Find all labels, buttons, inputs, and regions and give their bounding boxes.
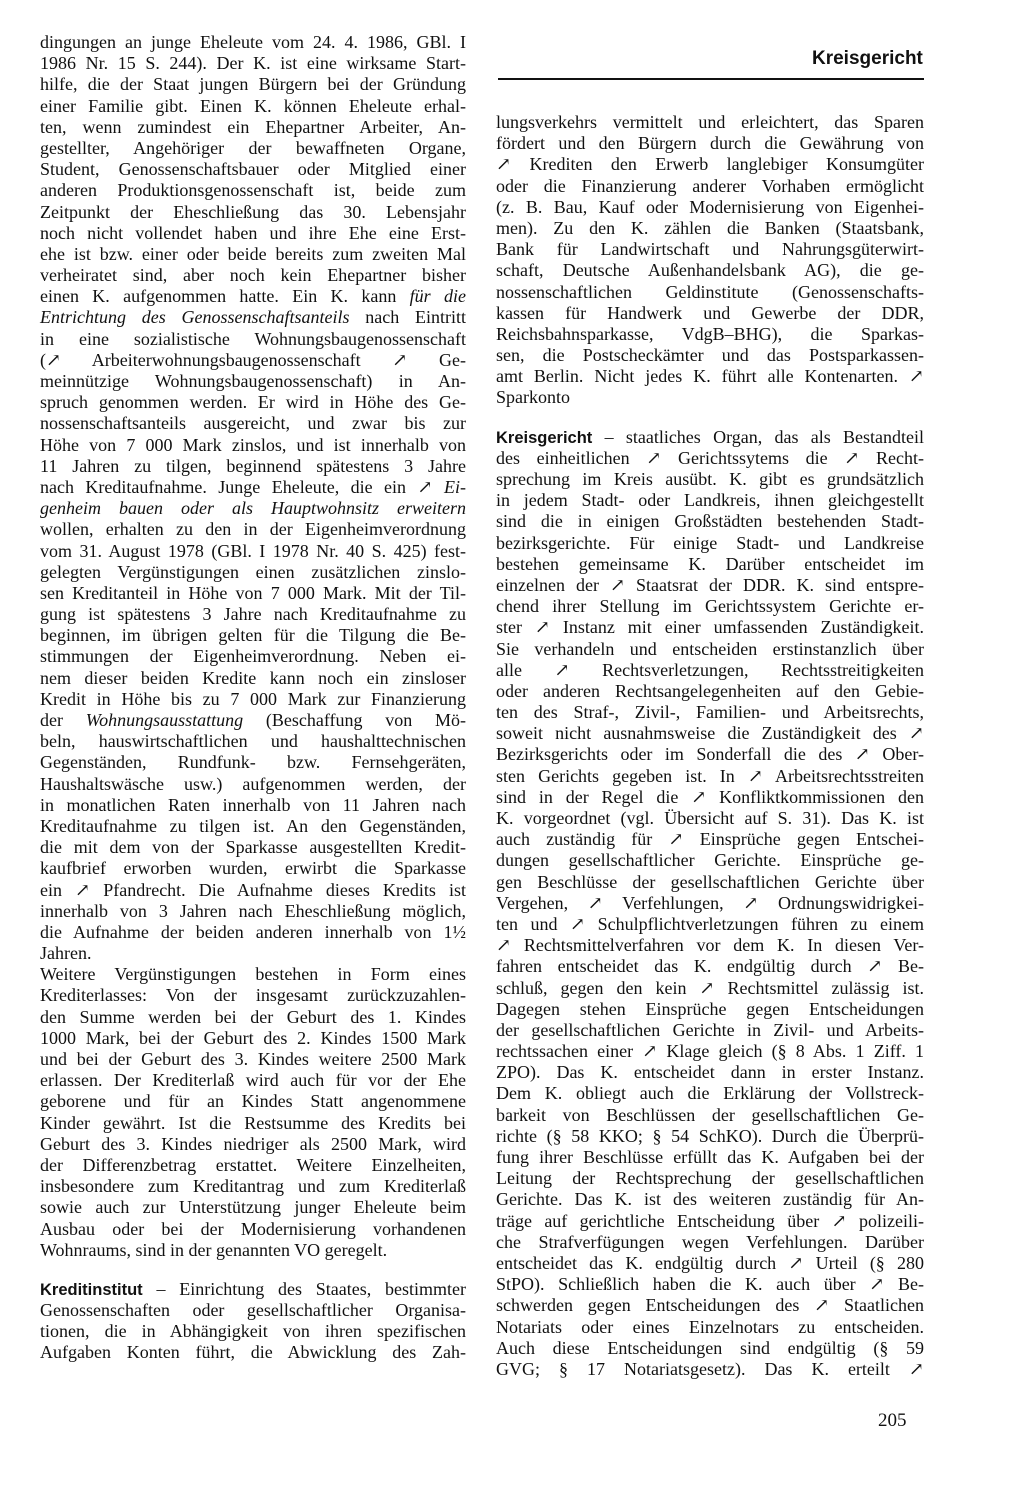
line-text: sen Kreditanteil in Höhe von 7 000 Mark. Mit der Til- (40, 582, 466, 603)
line-text: Vergehen, ↗ Verfehlungen, ↗ Ordnungswidrigkei- (496, 892, 924, 913)
italic-text: Entrichtung des Genossenschaftsanteils (40, 307, 350, 328)
line-text: nossenschaftlichen Geldinstitute (Genossenschafts- (496, 281, 924, 302)
line-text: Kinder gewährt. Ist die Restsumme des Kredits bei (40, 1112, 466, 1133)
text-line (40, 625, 466, 646)
text-line (496, 1189, 924, 1210)
text-line (496, 617, 924, 638)
line-text: oder anderen Rechtsangelegenheiten auf den Gebie- (496, 680, 924, 701)
text-line (496, 345, 924, 366)
text-line (40, 1279, 466, 1300)
text-line (40, 371, 466, 392)
entry-term: Kreditinstitut (40, 1280, 143, 1299)
italic-text: für die (409, 286, 466, 307)
text-line (496, 1295, 924, 1316)
text-line (496, 218, 924, 239)
line-text: alle ↗ Rechtsverletzungen, Rechtsstreitigkeiten (496, 659, 924, 680)
line-text: auch zuständig für ↗ Einsprüche gegen Entschei- (496, 829, 924, 850)
text-line (40, 1321, 466, 1342)
line-text: Sie verhandeln und entscheiden erstinstanzlich über (496, 638, 924, 659)
line-text: Genossenschaften oder gesellschaftlicher Organisa- (40, 1300, 466, 1321)
text-line (496, 176, 924, 197)
line-text: sowie auch zur Unterstützung junger Eheleute beim (40, 1197, 466, 1218)
text-line (496, 1126, 924, 1147)
text-line (496, 766, 924, 787)
line-text: der gesellschaftlichen Gerichte in Zivil- und Arbeits- (496, 1019, 924, 1040)
line-text: fördert und den Bürgern durch die Gewährung von (496, 133, 924, 154)
text-line (496, 829, 924, 850)
text-line (496, 999, 924, 1020)
text-line (496, 744, 924, 765)
text-line (40, 244, 466, 265)
line-text: sprechung im Kreis ausübt. K. gibt es grundsätzlich (496, 469, 924, 489)
text-line (496, 1041, 924, 1062)
text-line (40, 53, 466, 74)
italic-text: Ei- (444, 476, 466, 497)
text-line (40, 202, 466, 223)
line-text: ster ↗ Instanz mit einer umfassenden Zuständigkeit. (496, 617, 924, 638)
text-line (40, 901, 466, 922)
line-text: Gerichte. Das K. ist des weiteren zuständig für An- (496, 1189, 924, 1210)
line-text: Kredit in Höhe bis zu 7 000 Mark zur Finanzierung (40, 688, 466, 709)
line-text: anderen Produktionsgenossenschaft ist, beide zum (40, 180, 466, 201)
text-line (496, 112, 924, 133)
text-line (40, 922, 466, 943)
left-column (40, 32, 466, 1364)
line-text: bestehen gemeinsame K. Darüber entscheidet im (496, 553, 924, 574)
line-text: vom 31. August 1978 (GBl. I 1978 Nr. 40 S. 425) fest- (40, 540, 466, 561)
line-text: des einheitlichen ↗ Gerichtssytems die ↗ Recht- (496, 447, 924, 468)
line-text: Weitere Vergünstigungen bestehen in Form eines (40, 964, 466, 985)
line-text: einer Familie gibt. Einen K. können Eheleute erhal- (40, 95, 466, 116)
text-line (40, 541, 466, 562)
line-text: Gegenständen, Rundfunk- bzw. Fernsehgeräten, (40, 752, 466, 773)
text-line (496, 1105, 924, 1126)
text-line (40, 1219, 466, 1240)
line-text: tionen, die in Abhängigkeit von ihren spezifischen (40, 1321, 466, 1342)
line-text: Haushaltswäsche usw.) aufgenommen werden, der (40, 773, 466, 794)
line-text: Ausbau oder bei der Modernisierung vorhandenen (40, 1218, 466, 1239)
line-text: Auch diese Entscheidungen sind endgültig (§ 59 (496, 1337, 924, 1358)
line-text: Jahren. (40, 943, 92, 964)
page-header-title: Kreisgericht (812, 48, 923, 69)
text-line (40, 943, 466, 964)
line-text: die mit dem von der Sparkasse ausgestellten Kredit- (40, 837, 466, 858)
line-text: men). Zu den K. zählen die Banken (Staatsbank, (496, 217, 924, 238)
line-text: nossenschaftsanteils ausgereicht, und zwar bis zur (40, 413, 466, 434)
italic-text: Wohnungsausstattung (85, 710, 244, 730)
line-text: nach Eintritt (365, 307, 466, 328)
text-line (496, 533, 924, 554)
text-line (496, 660, 924, 681)
line-text: Höhe von 7 000 Mark zinslos, und ist innerhalb von (40, 434, 466, 455)
text-line (40, 985, 466, 1006)
text-line (40, 1028, 466, 1049)
text-line (496, 1359, 924, 1380)
text-line (40, 562, 466, 583)
text-line (40, 646, 466, 667)
text-line (40, 265, 466, 286)
line-text: erlassen. Der Krediterlaß wird auch für vor der Ehe (40, 1070, 466, 1091)
line-text: Kreditaufnahme zu tilgen ist. An den Gegenständen, (40, 815, 466, 836)
line-text: ein ↗ Pfandrecht. Die Aufnahme dieses Kredits ist (40, 879, 466, 900)
text-line (40, 519, 466, 540)
text-line (496, 1168, 924, 1189)
line-text: in eine sozialistische Wohnungsbaugenossenschaft (40, 328, 466, 349)
italic-text: genheim bauen oder als Hauptwohnsitz erweitern (40, 498, 466, 519)
text-line (496, 133, 924, 154)
text-line (40, 689, 466, 710)
text-line (40, 456, 466, 477)
text-line (40, 1091, 466, 1112)
line-text: ehe ist bzw. einer oder beide bereits zum zweiten Mal (40, 243, 466, 264)
line-text: kaufbrief erworben wurden, erwirbt die Sparkasse (40, 858, 466, 879)
line-text: ten, wenn zumindest ein Ehepartner Arbeiter, An- (40, 116, 466, 137)
line-text: und bei der Geburt des 3. Kindes weitere 2500 Mark (40, 1049, 466, 1069)
text-line (496, 387, 924, 408)
line-text: Dagegen stehen Einsprüche gegen Entscheidungen (496, 998, 924, 1019)
line-text: schaft, Deutsche Außenhandelsbank AG), die ge- (496, 260, 924, 281)
text-line (496, 511, 924, 532)
line-text: StPO). Schließlich haben die K. auch über ↗ Be- (496, 1274, 924, 1295)
line-text: dungen gesellschaftlicher Gerichte. Einsprüche ge- (496, 850, 924, 871)
line-text: Krediterlasses: Von der insgesamt zurückzuzahlen- (40, 985, 466, 1006)
text-line (40, 350, 466, 371)
line-text: nem dieser beiden Kredite kann noch ein zinsloser (40, 667, 466, 688)
right-column (496, 112, 924, 1380)
text-line (40, 1113, 466, 1134)
line-text: ↗ Krediten den Erwerb langlebiger Konsumgüter (496, 154, 924, 175)
line-text: Sparkonto (496, 387, 570, 408)
line-text: verheiratet sind, aber noch kein Ehepartner bisher (40, 265, 466, 286)
line-text: fahren entscheidet das K. endgültig durch ↗ Be- (496, 956, 924, 977)
text-line (40, 964, 466, 985)
text-line (40, 74, 466, 95)
text-line (496, 154, 924, 175)
header-rule (498, 78, 924, 80)
entry-term: Kreisgericht (496, 428, 593, 447)
line-text: nach Kreditaufnahme. Junge Eheleute, die ein ↗ (40, 476, 433, 497)
line-text: Leitung der Rechtsprechung der gesellschaftlichen (496, 1168, 924, 1189)
text-line (496, 448, 924, 469)
text-line (496, 596, 924, 617)
line-text: ZPO). Das K. entscheidet dann in erster Instanz. (496, 1062, 924, 1083)
line-text: (z. B. Bau, Kauf oder Modernisierung von Eigenhei- (496, 196, 924, 217)
text-line (496, 427, 924, 448)
text-line (40, 138, 466, 159)
line-text: die Aufnahme der beiden anderen innerhalb von 1½ (40, 921, 466, 942)
line-text: meinnützige Wohnungsbaugenossenschaft) in An- (40, 371, 466, 391)
line-text: che Strafverfügungen wegen Verfehlungen. Darüber (496, 1231, 924, 1252)
line-text: Zeitpunkt der Eheschließung das 30. Lebensjahr (40, 201, 466, 222)
line-text: sind die in einigen Großstädten bestehenden Stadt- (496, 511, 924, 532)
page-number: 205 (878, 1410, 907, 1431)
text-line (40, 1070, 466, 1091)
line-text: – staatliches Organ, das als Bestandteil (592, 426, 924, 447)
line-text: Bank für Landwirtschaft und Nahrungsgüterwirt- (496, 239, 924, 260)
text-line (40, 795, 466, 816)
line-text: – Einrichtung des Staates, bestimmter (142, 1278, 466, 1299)
line-text: Bezirksgerichts oder im Sonderfall die des ↗ Ober- (496, 744, 924, 765)
line-text: 11 Jahren zu tilgen, beginnend spätestens 3 Jahre (40, 455, 466, 476)
text-line (40, 858, 466, 879)
text-line (40, 1134, 466, 1155)
line-text: der Differenzbetrag erstattet. Weitere Einzelheiten, (40, 1154, 466, 1175)
text-line (496, 935, 924, 956)
text-line (40, 435, 466, 456)
line-text: bezirksgerichte. Für einige Stadt- und Landkreise (496, 532, 924, 553)
line-text: amt Berlin. Nicht jedes K. führt alle Kontenarten. ↗ (496, 366, 924, 387)
text-line (496, 1211, 924, 1232)
text-line (40, 1049, 466, 1070)
paragraph-gap (40, 1261, 466, 1279)
text-line (40, 1240, 466, 1261)
line-text: sen, die Postscheckämter und das Postsparkassen- (496, 345, 924, 366)
line-text: chend ihrer Stellung im Gerichtssystem Gerichte er- (496, 596, 924, 617)
text-line (40, 413, 466, 434)
text-line (496, 1147, 924, 1168)
text-line (496, 1083, 924, 1104)
line-text: Aufgaben Konten führt, die Abwicklung des Zah- (40, 1342, 466, 1363)
line-text: richte (§ 58 KKO; § 54 SchKO). Durch die Überprü- (496, 1125, 924, 1146)
text-line (40, 604, 466, 625)
text-line (496, 872, 924, 893)
text-line (40, 1300, 466, 1321)
line-text: träge auf gerichtliche Entscheidung über ↗ polizeili- (496, 1210, 924, 1231)
text-line (496, 1274, 924, 1295)
line-text: (Beschaffung von Mö- (265, 710, 467, 730)
line-text: 1000 Mark, bei der Geburt des 2. Kindes 1500 Mark (40, 1027, 466, 1048)
line-text: gung ist spätestens 3 Jahre nach Kreditaufnahme zu (40, 604, 466, 625)
line-text: beginnen, im übrigen gelten für die Tilgung die Be- (40, 625, 466, 646)
line-text: sten Gerichts gegeben ist. In ↗ Arbeitsrechtsstreiten (496, 765, 924, 786)
line-text: in jedem Stadt- oder Landkreis, ihnen gleichgestellt (496, 490, 924, 511)
line-text: (↗ Arbeiterwohnungsbaugenossenschaft ↗ Ge- (40, 349, 466, 370)
text-line (496, 639, 924, 660)
text-line (40, 816, 466, 837)
text-line (40, 117, 466, 138)
text-line (496, 469, 924, 490)
text-line (40, 392, 466, 413)
text-line (496, 850, 924, 871)
text-line (496, 324, 924, 345)
line-text: den Summe werden bei der Geburt des 1. Kindes (40, 1006, 466, 1027)
line-text: hilfe, die der Staat jungen Bürgern bei der Gründung (40, 74, 466, 95)
line-text: einen K. aufgenommen hatte. Ein K. kann (40, 286, 397, 307)
text-line (40, 837, 466, 858)
text-line (40, 477, 466, 498)
text-line (40, 752, 466, 773)
text-line (40, 583, 466, 604)
line-text: gelegten Vergünstigungen einen zusätzlichen zinslo- (40, 561, 466, 582)
line-text: spruch genommen werden. Er wird in Höhe des Ge- (40, 392, 466, 413)
text-line (496, 366, 924, 387)
paragraph-gap (496, 409, 924, 427)
text-line (40, 32, 466, 53)
text-line (40, 159, 466, 180)
line-text: dingungen an junge Eheleute vom 24. 4. 1986, GBl. I (40, 32, 466, 52)
text-line (496, 787, 924, 808)
text-line (496, 893, 924, 914)
text-line (496, 723, 924, 744)
text-line (496, 554, 924, 575)
text-line (496, 1253, 924, 1274)
line-text: schluß, gegen den kein ↗ Rechtsmittel zulässig ist. (496, 977, 924, 998)
text-line (496, 282, 924, 303)
line-text: oder die Finanzierung anderer Vorhaben ermöglicht (496, 175, 924, 196)
line-text: gen Beschlüsse der gesellschaftlichen Gerichte über (496, 871, 924, 892)
text-line (496, 681, 924, 702)
line-text: rechtssachen einer ↗ Klage gleich (§ 8 Abs. 1 Ziff. 1 (496, 1041, 924, 1062)
text-line (496, 575, 924, 596)
line-text: sind in der Regel die ↗ Konfliktkommissionen den (496, 786, 924, 807)
text-line (496, 1317, 924, 1338)
line-text: Wohnraums, sind in der genannten VO geregelt. (40, 1239, 388, 1260)
text-line (40, 329, 466, 350)
line-text: der (40, 710, 63, 730)
text-line (40, 880, 466, 901)
text-line (40, 1342, 466, 1363)
line-text: einzelnen der ↗ Staatsrat der DDR. K. sind entspre- (496, 574, 924, 595)
text-line (496, 1338, 924, 1359)
line-text: barkeit von Beschlüssen der gesellschaftlichen Ge- (496, 1104, 924, 1125)
line-text: K. vorgeordnet (vgl. Übersicht auf S. 31). Das K. ist (496, 808, 924, 828)
line-text: ten und ↗ Schulpflichtverletzungen führen zu einem (496, 913, 924, 934)
line-text: fung ihrer Beschlüsse erfüllt das K. Aufgaben bei der (496, 1147, 924, 1167)
line-text: soweit nicht ausnahmsweise die Zuständigkeit des ↗ (496, 723, 924, 744)
text-line (40, 774, 466, 795)
text-line (40, 223, 466, 244)
line-text: entscheidet das K. endgültig durch ↗ Urteil (§ 280 (496, 1252, 924, 1273)
line-text: insbesondere zum Kreditantrag und zum Krediterlaß (40, 1176, 466, 1197)
text-line (496, 978, 924, 999)
text-line (40, 1176, 466, 1197)
text-line (40, 668, 466, 689)
line-text: in monatlichen Raten innerhalb von 11 Jahren nach (40, 794, 466, 815)
text-line (496, 914, 924, 935)
text-line (40, 307, 466, 328)
line-text: 1986 Nr. 15 S. 244). Der K. ist eine wirksame Start- (40, 53, 466, 74)
line-text: wollen, erhalten zu den in der Eigenheimverordnung (40, 519, 466, 540)
text-line (496, 702, 924, 723)
text-line (40, 180, 466, 201)
text-line (496, 1062, 924, 1083)
text-line (40, 498, 466, 519)
line-text: gestellter, Angehöriger der bewaffneten Organe, (40, 137, 466, 158)
text-line (40, 731, 466, 752)
text-line (496, 303, 924, 324)
text-line (40, 710, 466, 731)
text-line (496, 1020, 924, 1041)
line-text: Notariats oder eines Einzelnotars zu entscheiden. (496, 1316, 924, 1337)
line-text: innerhalb von 3 Jahren nach Eheschließung möglich, (40, 900, 466, 921)
text-line (40, 96, 466, 117)
line-text: GVG; § 17 Notariatsgesetz). Das K. erteilt ↗ (496, 1358, 924, 1379)
line-text: ten des Straf-, Zivil-, Familien- und Arbeitsrechts, (496, 702, 924, 723)
text-line (496, 808, 924, 829)
text-line (40, 1155, 466, 1176)
line-text: Geburt des 3. Kindes niedriger als 2500 Mark, wird (40, 1133, 466, 1154)
line-text: schwerden gegen Entscheidungen des ↗ Staatlichen (496, 1295, 924, 1316)
text-line (496, 1232, 924, 1253)
line-text: Dem K. obliegt auch die Erklärung der Vollstreck- (496, 1083, 924, 1104)
text-line (40, 286, 466, 307)
line-text: Reichsbahnsparkasse, VdgB–BHG), die Sparkas- (496, 323, 924, 344)
line-text: geborene und für an Kindes Statt angenommene (40, 1091, 466, 1112)
text-line (40, 1007, 466, 1028)
text-line (496, 239, 924, 260)
line-text: lungsverkehrs vermittelt und erleichtert, das Sparen (496, 112, 924, 132)
text-line (496, 490, 924, 511)
line-text: stimmungen der Eigenheimverordnung. Neben ei- (40, 646, 466, 667)
text-line (496, 956, 924, 977)
text-line (496, 260, 924, 281)
line-text: ↗ Rechtsmittelverfahren vor dem K. In diesen Ver- (496, 935, 924, 956)
line-text: kassen für Handwerk und Gewerbe der DDR, (496, 302, 924, 323)
line-text: noch nicht vollendet haben und ihre Ehe eine Erst- (40, 222, 466, 243)
line-text: Student, Genossenschaftsbauer oder Mitglied einer (40, 159, 466, 180)
text-line (496, 197, 924, 218)
text-line (40, 1197, 466, 1218)
line-text: beln, hauswirtschaftlichen und haushalttechnischen (40, 731, 466, 752)
